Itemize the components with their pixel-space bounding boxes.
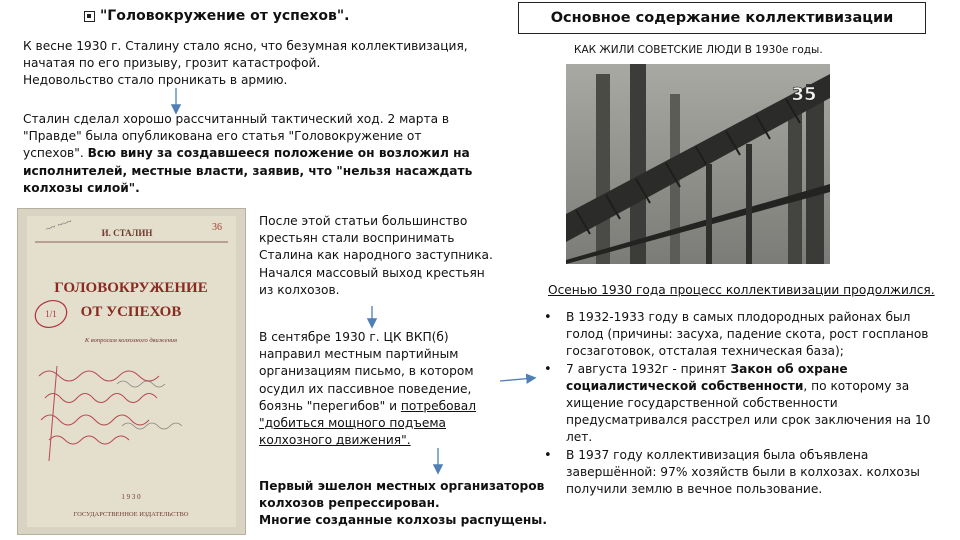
book-year: 1 9 3 0 — [121, 493, 141, 501]
text-line: После этой статьи большинство — [259, 214, 468, 228]
channel-logo-badge: 35 — [791, 84, 817, 105]
demand-link[interactable]: потребовал — [400, 398, 477, 413]
text-line: из колхозов. — [259, 282, 340, 297]
demand-link[interactable]: колхозного движения". — [259, 433, 411, 448]
text-line: "Правде" была опубликована его статья "Головокружение от — [23, 129, 422, 144]
stamp-mark: 1/1 — [45, 309, 57, 319]
book-publisher: ГОСУДАРСТВЕННОЕ ИЗДАТЕЛЬСТВО — [73, 511, 189, 518]
book-title-line1: ГОЛОВОКРУЖЕНИЕ — [54, 280, 208, 296]
text-line: начатая по его призыву, грозит катастрофой. — [23, 56, 321, 71]
autumn-1930-note: Осенью 1930 года процесс коллективизации продолжился. — [548, 283, 935, 297]
book-title-line2: ОТ УСПЕХОВ — [80, 304, 182, 320]
svg-text:~~ ~~~: ~~ ~~~ — [44, 216, 73, 234]
text-line: боязнь "перегибов" и потребовал — [259, 398, 477, 413]
text-line: осудил их пассивное поведение, — [259, 381, 472, 396]
text-line: направил местным партийным — [259, 347, 459, 362]
text-line: исполнителей, местные власти, заявив, что "нельзя насаждать — [23, 163, 473, 178]
book-subtitle: К вопросам колхозного движения — [84, 337, 178, 344]
text-line: колхозы силой". — [23, 180, 140, 195]
text-line: К весне 1930 г. Сталину стало ясно, что безумная коллективизация, — [23, 39, 468, 53]
text-line: колхозов репрессирован. — [259, 496, 440, 511]
arrow-right-icon — [500, 378, 534, 381]
book-author: И. СТАЛИН — [101, 228, 153, 238]
section-header-text: Основное содержание коллективизации — [550, 10, 894, 26]
text-line: организациям письмо, в котором — [259, 364, 474, 379]
text-line: Начался массовый выход крестьян — [259, 265, 485, 280]
text-line: Сталина как народного заступника. — [259, 248, 493, 263]
text-line: Первый эшелон местных организаторов — [259, 479, 545, 493]
text-line: Сталин сделал хорошо рассчитанный тактический ход. 2 марта в — [23, 112, 450, 126]
list-item: • В 1937 году коллективизация была объявлена завершённой: 97% хозяйств были в колхозах. колхозы получили землю в вечное пользование. — [540, 447, 950, 499]
text-line: В сентябре 1930 г. ЦК ВКП(б) — [259, 330, 449, 344]
text-line: успехов". Всю вину за создавшееся положение он возложил на — [23, 146, 470, 161]
book-number: 36 — [212, 222, 222, 233]
text-line: Недовольство стало проникать в армию. — [23, 73, 288, 88]
text-line: Многие созданные колхозы распущены. — [259, 513, 547, 528]
list-item: • В 1932-1933 году в самых плодородных районах был голод (причины: засуха, падение скота, рост госпланов госзаготовок, отсталая техническая база); — [540, 309, 950, 361]
text-line: крестьян стали воспринимать — [259, 231, 455, 246]
slide-title-text: "Головокружение от успехов". — [100, 8, 350, 24]
list-item: • 7 августа 1932г - принят Закон об охране социалистической собственности, по которому за хищение государственной собственности предусматривался расстрел или срок заключения на 10 лет. — [540, 361, 950, 447]
video-caption: КАК ЖИЛИ СОВЕТСКИЕ ЛЮДИ В 1930е годы. — [574, 44, 823, 56]
demand-link[interactable]: "добиться мощного подъема — [259, 416, 447, 431]
